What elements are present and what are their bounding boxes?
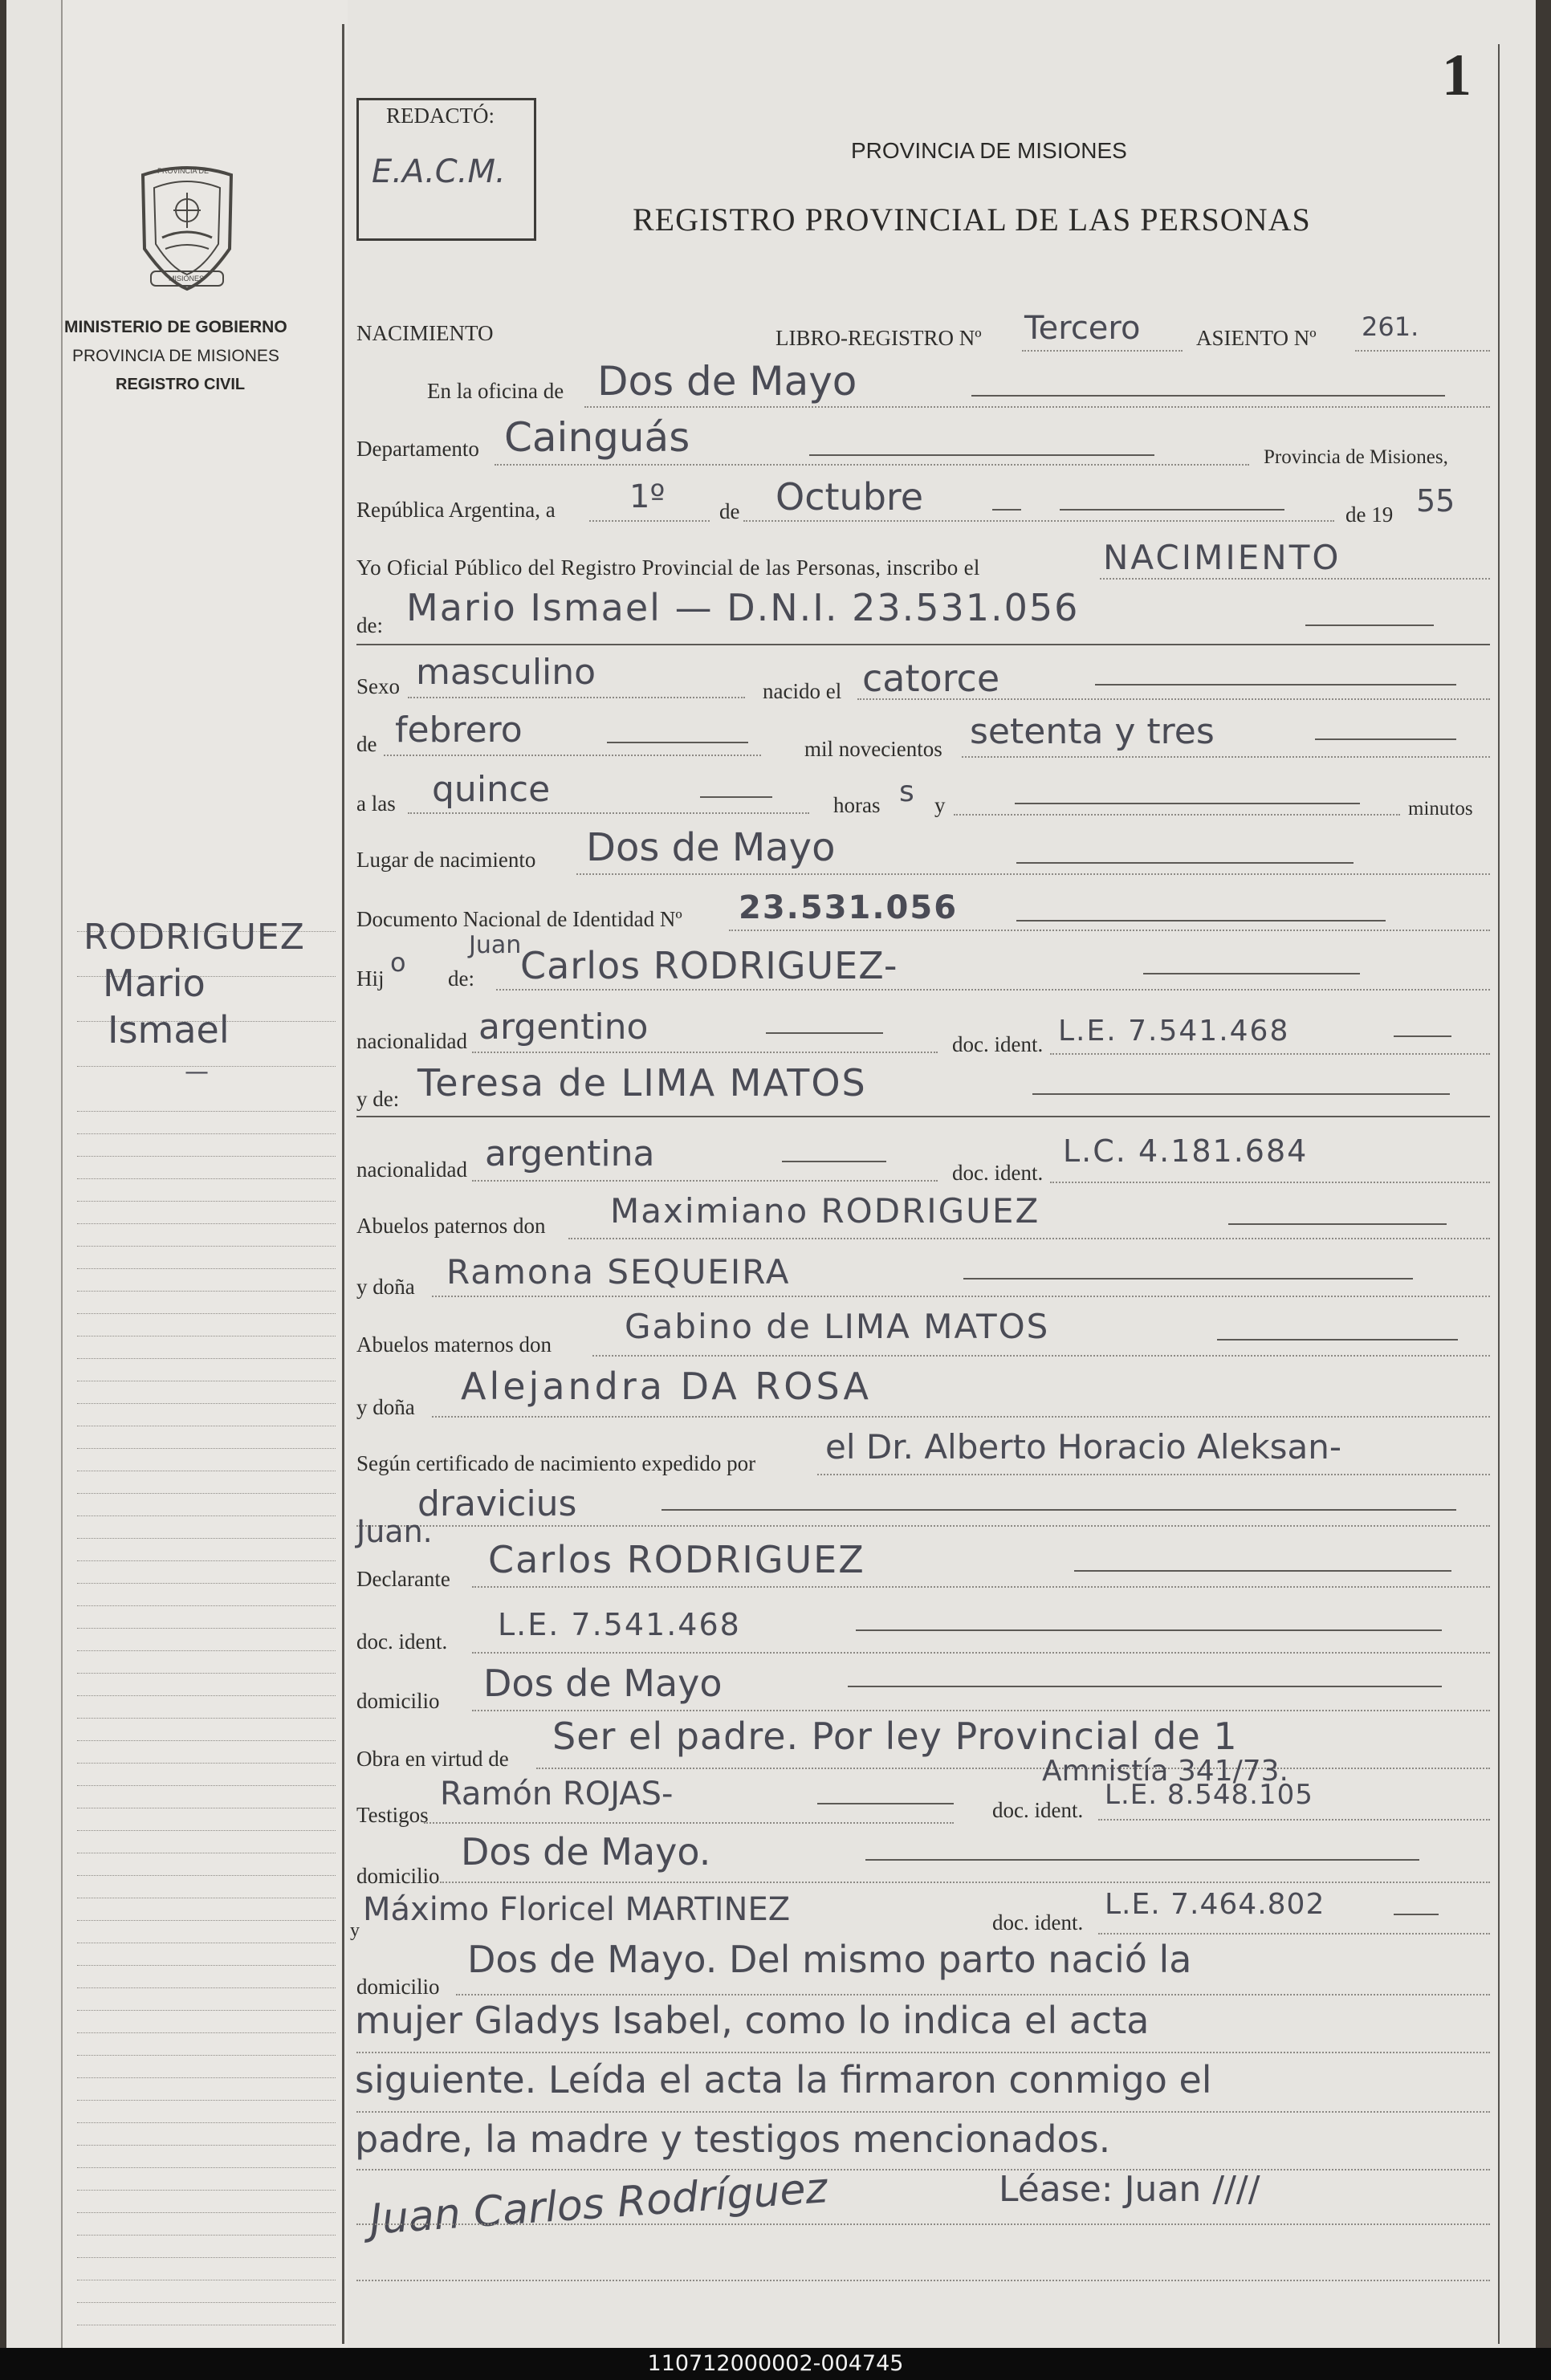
declarante-label: Declarante <box>356 1567 450 1591</box>
stamp-initials: E.A.C.M. <box>372 153 506 190</box>
testigos-label: Testigos <box>356 1803 429 1827</box>
page-number: 1 <box>1442 43 1472 108</box>
nota3-value: siguiente. Leída el acta la firmaron conmigo el <box>355 2058 1212 2101</box>
lugar-label: Lugar de nacimiento <box>356 848 536 872</box>
asiento-value: 261. <box>1362 311 1419 342</box>
padre-value: Carlos RODRIGUEZ- <box>520 944 898 987</box>
declarante-value: Carlos RODRIGUEZ <box>488 1538 865 1581</box>
de-colon-label: de: <box>356 613 383 637</box>
dom-declarante-value: Dos de Mayo <box>483 1662 723 1705</box>
seal-top-text: PROVINCIA DE <box>157 167 210 175</box>
certificado1-value: el Dr. Alberto Horacio Aleksan- <box>825 1427 1342 1467</box>
obra2-value: Amnistía 341/73. <box>1042 1755 1288 1788</box>
declarante-juan-value: Juan. <box>356 1514 433 1549</box>
y-dona-pat-label: y doña <box>356 1275 415 1299</box>
domicilio-testigo2-label: domicilio <box>356 1975 440 1999</box>
nacido-el-value: catorce <box>862 657 1000 700</box>
anio-value: 55 <box>1416 483 1455 519</box>
registry-title: REGISTRO PROVINCIAL DE LAS PERSONAS <box>633 201 1311 238</box>
province-header: PROVINCIA DE MISIONES <box>851 138 1127 163</box>
declarant-signature: Juan Carlos Rodríguez <box>368 2164 829 2244</box>
abuela-mat-value: Alejandra DA ROSA <box>461 1365 872 1408</box>
doc-ident-testigo1-label: doc. ident. <box>992 1798 1084 1822</box>
doc-padre-value: L.E. 7.541.468 <box>1058 1015 1290 1048</box>
redacto-stamp <box>356 98 536 241</box>
certificado2-value: dravicius <box>417 1483 577 1524</box>
a-las-label: a las <box>356 791 396 816</box>
doc-declarante-value: L.E. 7.541.468 <box>498 1607 741 1642</box>
oficina-label: En la oficina de <box>427 379 564 403</box>
registry-label: REGISTRO CIVIL <box>116 376 246 393</box>
testigo2-value: Máximo Floricel MARTINEZ <box>363 1891 791 1928</box>
hij-label: Hij <box>356 966 385 991</box>
sexo-value: masculino <box>416 652 596 693</box>
abuelos-paternos-label: Abuelos paternos don <box>356 1214 546 1238</box>
nac-madre-value: argentina <box>485 1133 655 1174</box>
de-padre-label: de: <box>448 966 474 991</box>
doc-ident-padre-label: doc. ident. <box>952 1032 1044 1056</box>
minutos-label: minutos <box>1408 798 1473 820</box>
nacido-el-label: nacido el <box>763 679 842 703</box>
documento-label: Documento Nacional de Identidad Nº <box>356 907 682 931</box>
left-margin-border <box>342 24 344 2344</box>
asiento-label: ASIENTO Nº <box>1196 326 1317 350</box>
nacimiento-label: NACIMIENTO <box>356 321 494 345</box>
province-label: PROVINCIA DE MISIONES <box>72 347 279 365</box>
y-dona-mat-label: y doña <box>356 1395 415 1419</box>
mes-nac-value: febrero <box>395 710 523 751</box>
doc-ident-madre-label: doc. ident. <box>952 1161 1044 1185</box>
register-page <box>6 0 1536 2348</box>
domicilio-testigo1-label: domicilio <box>356 1864 440 1888</box>
doc-testigo2-value: L.E. 7.464.802 <box>1105 1888 1325 1921</box>
left-margin-fold <box>61 0 63 2348</box>
document-id-footer: 110712000002-004745 <box>0 2348 1551 2380</box>
de-mes-label: de <box>356 732 377 756</box>
y-de-label: y de: <box>356 1087 400 1111</box>
abuelo-mat-value: Gabino de LIMA MATOS <box>625 1307 1050 1346</box>
obra-label: Obra en virtud de <box>356 1747 509 1771</box>
dia-value: 1º <box>629 478 666 515</box>
de-19-label: de 19 <box>1345 502 1394 527</box>
mil-novecientos-label: mil novecientos <box>804 737 942 761</box>
nacionalidad-padre-label: nacionalidad <box>356 1029 467 1053</box>
anio-nac-value: setenta y tres <box>970 711 1215 752</box>
lugar-value: Dos de Mayo <box>586 825 836 870</box>
mes-value: Octubre <box>776 475 924 519</box>
nombre-value: Mario Ismael — D.N.I. 23.531.056 <box>406 586 1080 629</box>
dni-value: 23.531.056 <box>739 889 959 926</box>
hijo-o-value: o <box>390 947 406 978</box>
y-testigo2-label: y <box>350 1920 360 1941</box>
nota1-value: Dos de Mayo. Del mismo parto nació la <box>467 1938 1192 1981</box>
testigo1-value: Ramón ROJAS- <box>440 1776 674 1812</box>
doc-madre-value: L.C. 4.181.684 <box>1063 1133 1309 1169</box>
doc-ident-declarante-label: doc. ident. <box>356 1629 448 1654</box>
provincia-misiones-label: Provincia de Misiones, <box>1264 446 1448 468</box>
dom-testigo1-value: Dos de Mayo. <box>461 1830 711 1873</box>
de-label: de <box>719 499 740 523</box>
libro-value: Tercero <box>1024 310 1141 347</box>
y-label: y <box>934 793 946 817</box>
margin-dash: — <box>185 1058 209 1086</box>
abuela-pat-value: Ramona SEQUEIRA <box>446 1252 791 1292</box>
departamento-value: Cainguás <box>504 414 690 461</box>
margin-given-name-1: Mario <box>103 962 206 1005</box>
abuelos-maternos-label: Abuelos maternos don <box>356 1332 552 1357</box>
segun-label: Según certificado de nacimiento expedido por <box>356 1451 756 1475</box>
margin-given-name-2: Ismael <box>108 1008 230 1052</box>
hora-value: quince <box>432 769 551 810</box>
nota2-value: mujer Gladys Isabel, como lo indica el acta <box>355 1999 1150 2042</box>
right-margin-border <box>1498 44 1500 2344</box>
seal-bottom-text: MISIONES <box>169 275 205 283</box>
lease-note: Léase: Juan //// <box>999 2169 1260 2210</box>
obra1-value: Ser el padre. Por ley Provincial de 1 <box>552 1715 1238 1758</box>
departamento-label: Departamento <box>356 437 479 461</box>
nacionalidad-madre-label: nacionalidad <box>356 1157 467 1182</box>
margin-surname: RODRIGUEZ <box>83 917 305 958</box>
doc-ident-testigo2-label: doc. ident. <box>992 1910 1084 1935</box>
provincial-seal <box>127 161 247 297</box>
abuelo-pat-value: Maximiano RODRIGUEZ <box>610 1191 1040 1231</box>
ministry-label: MINISTERIO DE GOBIERNO <box>64 318 287 336</box>
republica-label: República Argentina, a <box>356 498 556 522</box>
acto-value: NACIMIENTO <box>1103 538 1341 577</box>
nota4-value: padre, la madre y testigos mencionados. <box>355 2118 1111 2161</box>
doc-testigo1-value: L.E. 8.548.105 <box>1105 1779 1313 1811</box>
oficina-value: Dos de Mayo <box>597 358 857 405</box>
stamp-label: REDACTÓ: <box>386 104 495 128</box>
horas-label: horas <box>833 793 881 817</box>
madre-value: Teresa de LIMA MATOS <box>417 1061 867 1105</box>
hora-s-value: s <box>899 775 914 808</box>
yo-oficial-label: Yo Oficial Público del Registro Provincial de las Personas, inscribo el <box>356 555 980 580</box>
padre-juan-value: Juan <box>469 931 522 959</box>
sexo-label: Sexo <box>356 674 400 698</box>
domicilio-declarante-label: domicilio <box>356 1689 440 1713</box>
libro-label: LIBRO-REGISTRO Nº <box>776 326 982 350</box>
nac-padre-value: argentino <box>478 1007 649 1048</box>
